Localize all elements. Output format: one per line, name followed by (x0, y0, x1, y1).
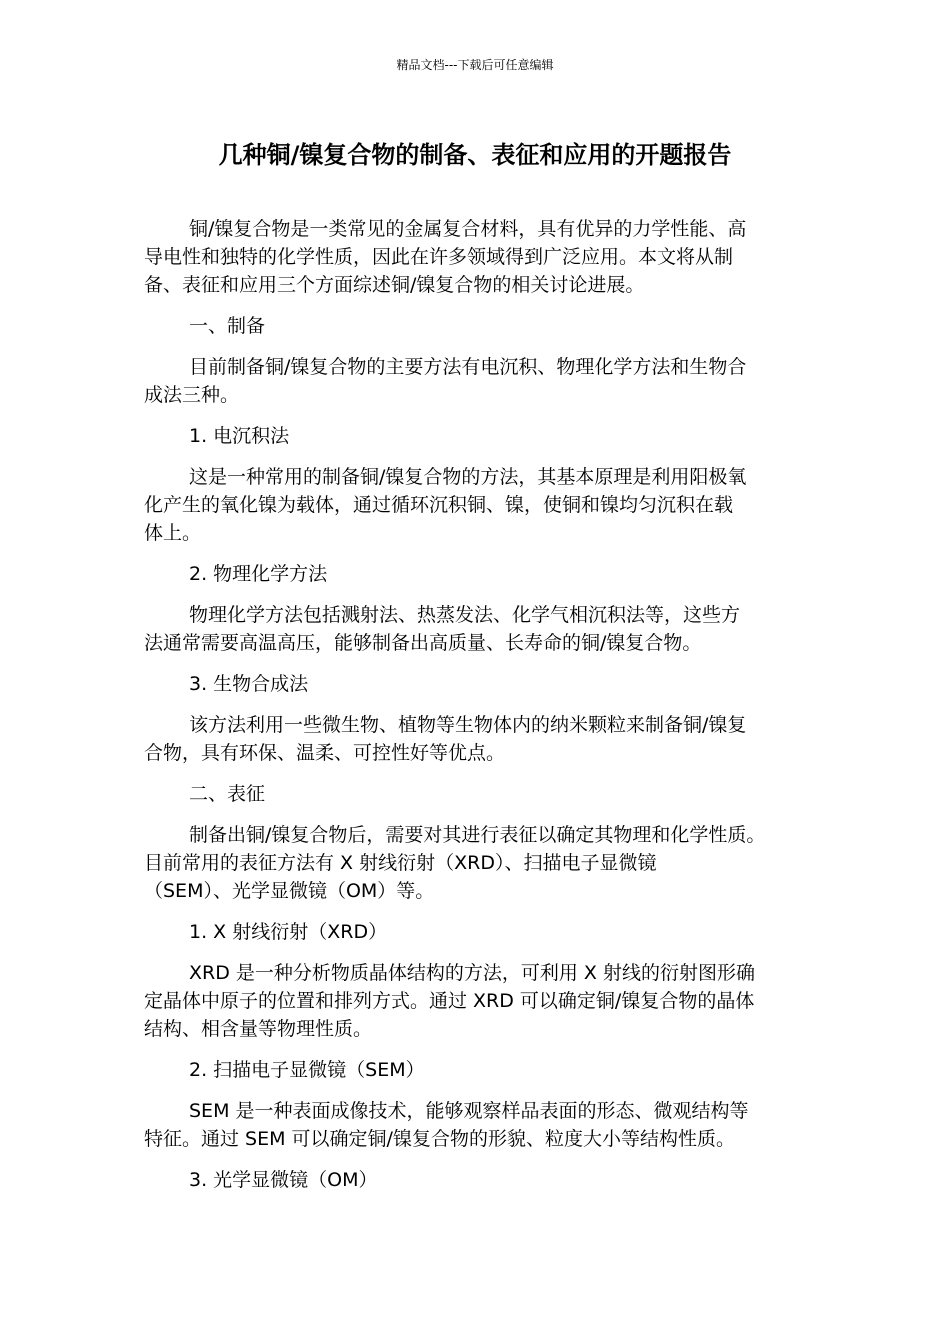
paragraph (144, 353, 808, 409)
text-line: 合物，具有环保、温柔、可控性好等优点。 (144, 742, 506, 764)
text-line: 2. 物理化学方法 (189, 563, 328, 585)
text-line: 1. X 射线衍射（XRD） (189, 921, 388, 943)
text-line: 制备出铜/镍复合物后，需要对其进行表征以确定其物理和化学性质。 (189, 824, 766, 846)
section-heading (144, 918, 808, 946)
paragraph (144, 711, 808, 767)
text-line: 一、制备 (189, 315, 266, 337)
paragraph (144, 959, 808, 1043)
text-line: SEM 是一种表面成像技术，能够观察样品表面的形态、微观结构等 (189, 1100, 749, 1122)
section-heading (144, 1056, 808, 1084)
text-line: 备、表征和应用三个方面综述铜/镍复合物的相关讨论进展。 (144, 274, 645, 296)
text-line: 目前制备铜/镍复合物的主要方法有电沉积、物理化学方法和生物合 (189, 356, 747, 378)
text-line: 定晶体中原子的位置和排列方式。通过 XRD 可以确定铜/镍复合物的晶体 (144, 990, 755, 1012)
text-line: 物理化学方法包括溅射法、热蒸发法、化学气相沉积法等，这些方 (189, 604, 741, 626)
paragraph (144, 601, 808, 657)
text-line: 3. 光学显微镜（OM） (189, 1169, 378, 1191)
text-line: 特征。通过 SEM 可以确定铜/镍复合物的形貌、粒度大小等结构性质。 (144, 1128, 735, 1150)
header-note: 精品文档---下载后可任意编辑 (396, 58, 554, 72)
text-line: （SEM）、光学显微镜（OM）等。 (144, 880, 435, 902)
section-heading (144, 780, 808, 808)
section-heading (144, 670, 808, 698)
paragraph (144, 1097, 808, 1153)
text-line: 1. 电沉积法 (189, 425, 290, 447)
section-heading (144, 312, 808, 340)
text-line: 2. 扫描电子显微镜（SEM） (189, 1059, 425, 1081)
page-title: 几种铜/镍复合物的制备、表征和应用的开题报告 (218, 141, 732, 169)
paragraph (144, 821, 808, 905)
text-line: 导电性和独特的化学性质，因此在许多领域得到广泛应用。本文将从制 (144, 246, 734, 268)
text-line: 3. 生物合成法 (189, 673, 309, 695)
section-heading (144, 560, 808, 588)
text-line: 该方法利用一些微生物、植物等生物体内的纳米颗粒来制备铜/镍复 (189, 714, 747, 736)
section-heading (144, 1166, 808, 1194)
section-heading (144, 422, 808, 450)
text-line: 目前常用的表征方法有 X 射线衍射（XRD）、扫描电子显微镜 (144, 852, 657, 874)
text-line: 这是一种常用的制备铜/镍复合物的方法，其基本原理是利用阳极氧 (189, 466, 747, 488)
paragraph (144, 463, 808, 547)
text-line: 铜/镍复合物是一类常见的金属复合材料，具有优异的力学性能、高 (189, 218, 747, 240)
document-body (144, 215, 808, 1207)
text-line: 法通常需要高温高压，能够制备出高质量、长寿命的铜/镍复合物。 (144, 632, 702, 654)
text-line: 成法三种。 (144, 384, 240, 406)
text-line: 化产生的氧化镍为载体，通过循环沉积铜、镍，使铜和镍均匀沉积在载 (144, 494, 734, 516)
paragraph (144, 215, 808, 299)
text-line: 体上。 (144, 522, 202, 544)
text-line: 结构、相含量等物理性质。 (144, 1018, 373, 1040)
text-line: 二、表征 (189, 783, 266, 805)
text-line: XRD 是一种分析物质晶体结构的方法，可利用 X 射线的衍射图形确 (189, 962, 755, 984)
